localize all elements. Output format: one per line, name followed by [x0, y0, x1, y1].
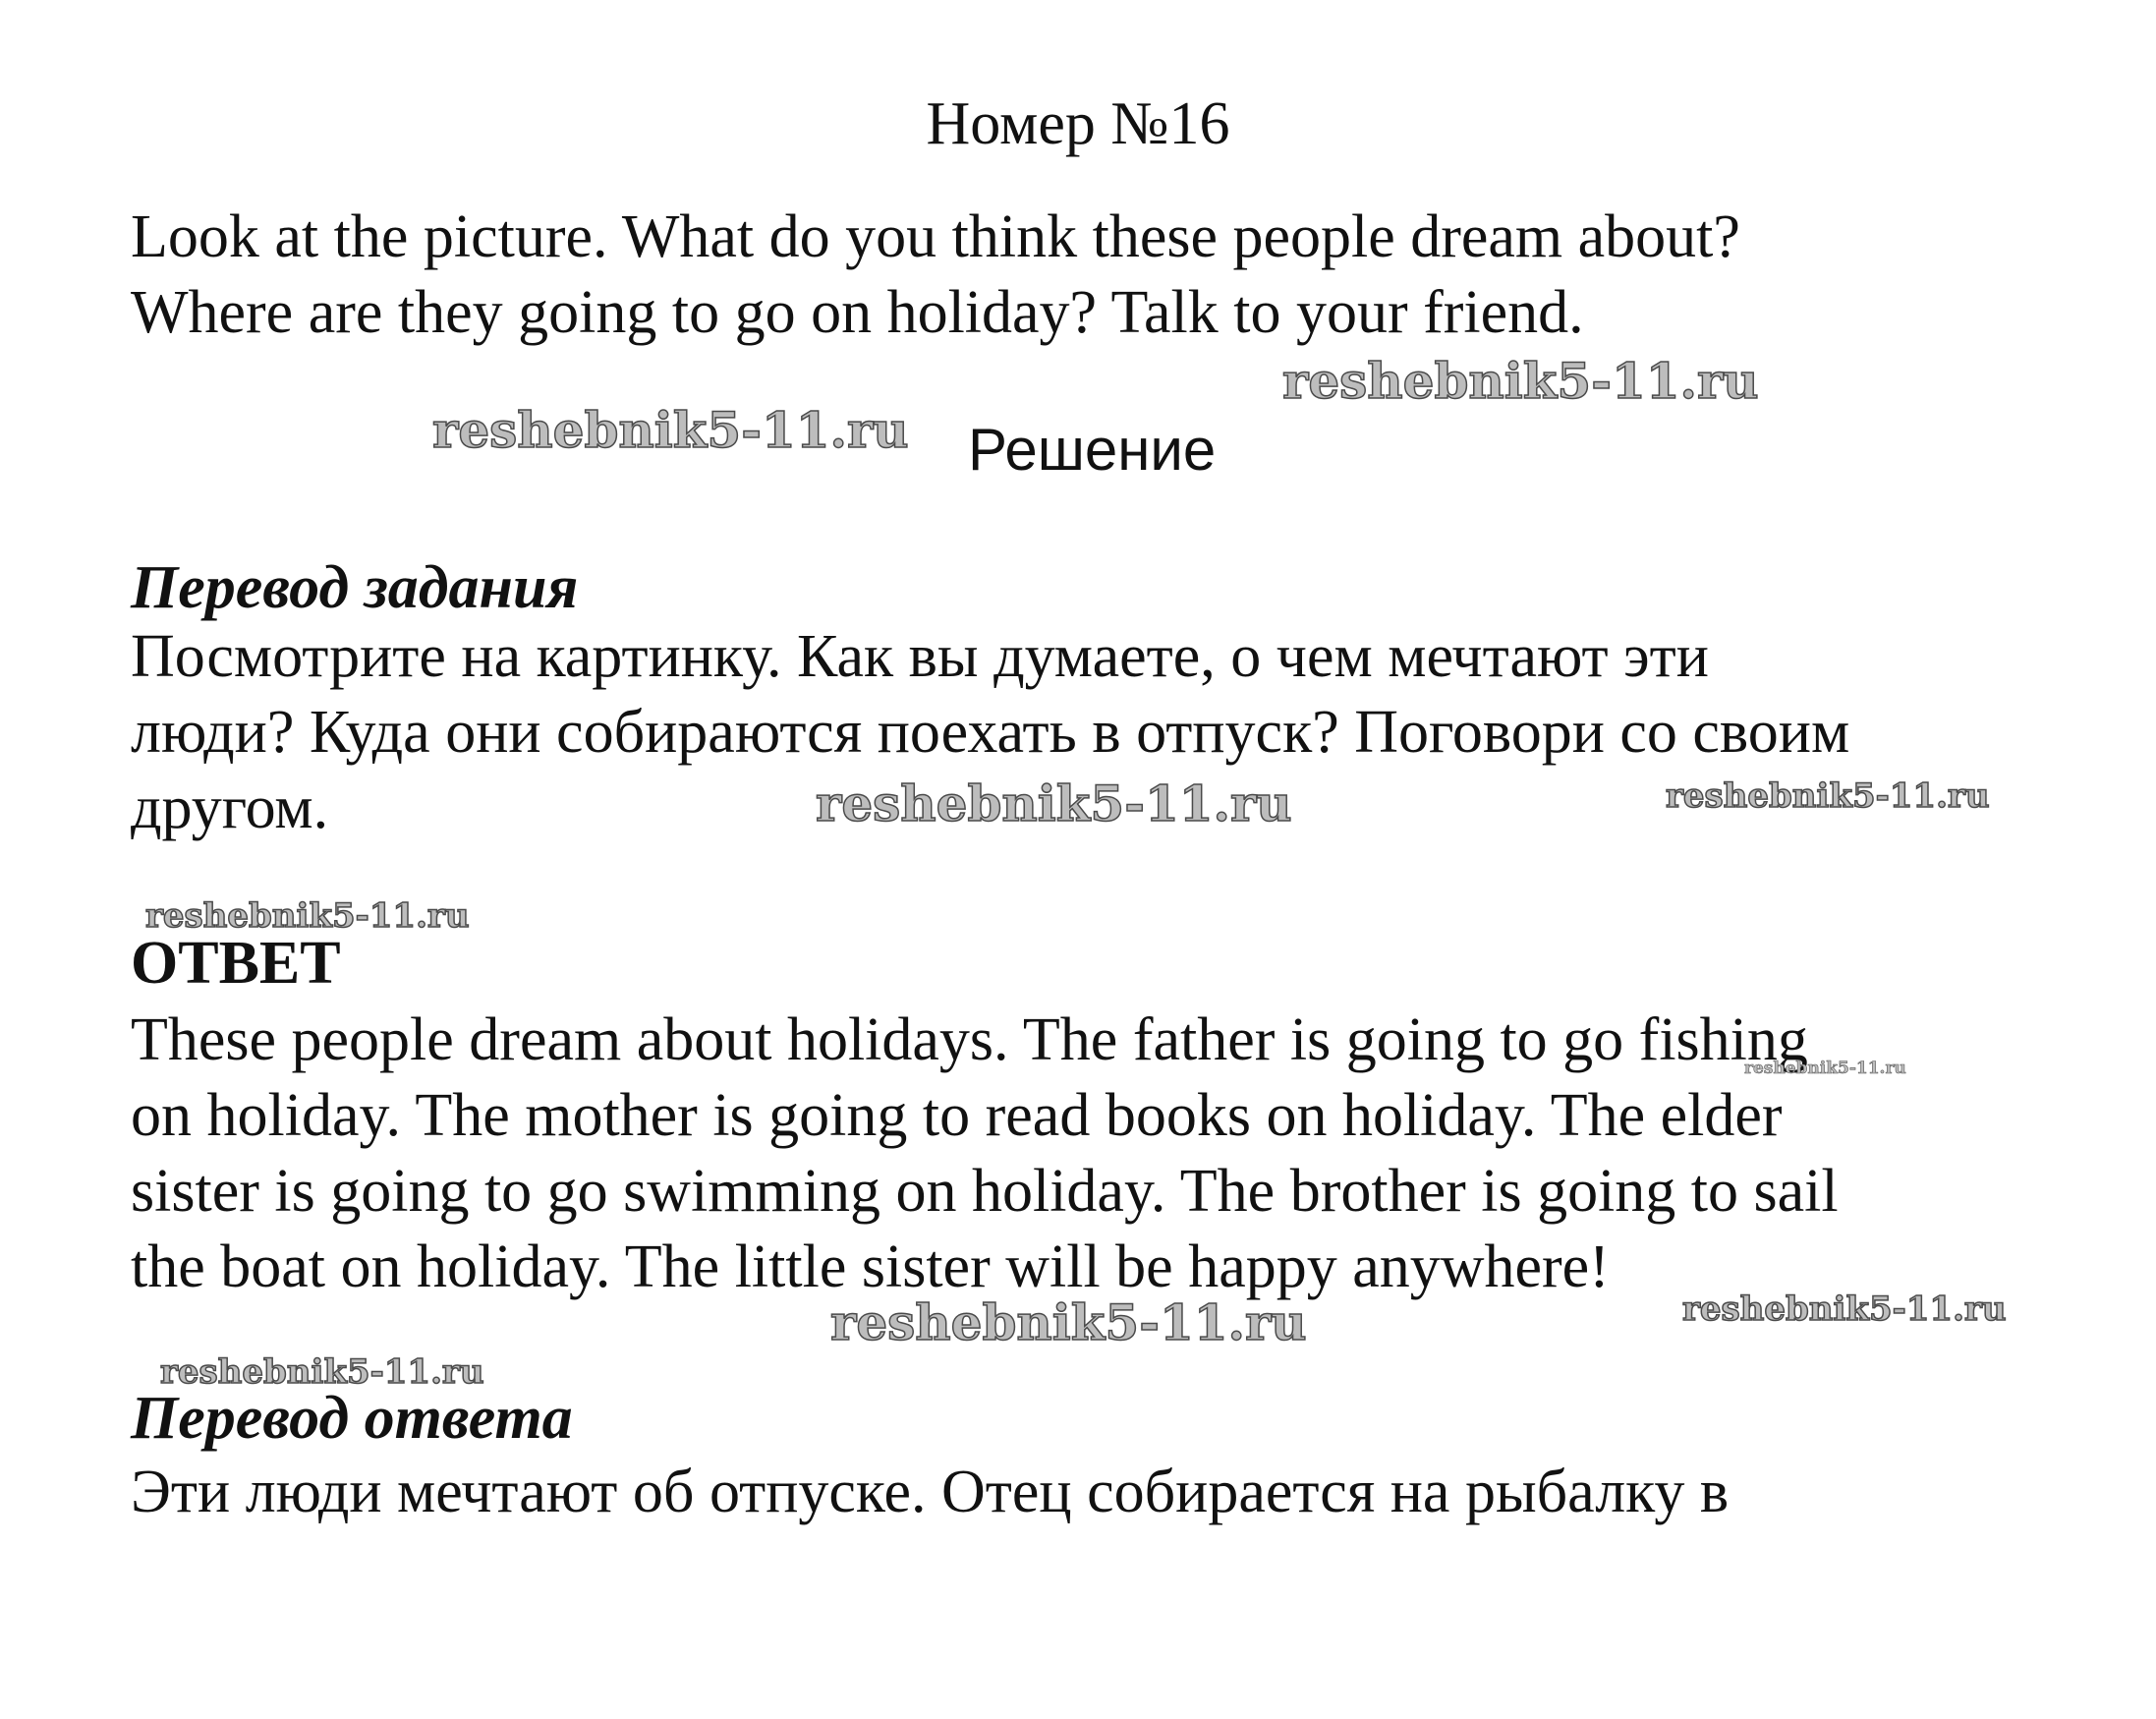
watermark: reshebnik5-11.ru [145, 896, 470, 936]
task-translation-line: другом. [131, 774, 329, 841]
answer-line: These people dream about holidays. The father is going to go fishing [131, 1006, 1808, 1073]
watermark: reshebnik5-11.ru [1744, 1059, 1906, 1078]
watermark: reshebnik5-11.ru [1282, 352, 1759, 410]
task-translation-line: люди? Куда они собираются поехать в отпуск? Поговори со своим [131, 699, 1850, 766]
answer-translation-text [131, 1455, 1729, 1530]
watermark: reshebnik5-11.ru [1682, 1289, 2007, 1329]
watermark: reshebnik5-11.ru [830, 1293, 1307, 1351]
answer-heading: ОТВЕТ [131, 930, 341, 997]
watermark: reshebnik5-11.ru [816, 774, 1292, 832]
answer-line: the boat on holiday. The little sister will be happy anywhere! [131, 1233, 1610, 1300]
solution-label: Решение [968, 417, 1217, 483]
answer-text [131, 1003, 1839, 1305]
page-title: Номер №16 [926, 90, 1230, 157]
task-text [131, 200, 1740, 351]
task-line: Look at the picture. What do you think these people dream about? [131, 203, 1740, 270]
task-translation-heading: Перевод задания [131, 554, 579, 621]
watermark: reshebnik5-11.ru [432, 401, 909, 459]
watermark: reshebnik5-11.ru [1666, 776, 1990, 816]
answer-line: sister is going to go swimming on holiday. The brother is going to sail [131, 1158, 1839, 1225]
watermark: reshebnik5-11.ru [160, 1352, 484, 1392]
answer-translation-heading: Перевод ответа [131, 1385, 573, 1452]
answer-line: on holiday. The mother is going to read books on holiday. The elder [131, 1082, 1783, 1149]
answer-translation-line: Эти люди мечтают об отпуске. Отец собирается на рыбалку в [131, 1459, 1730, 1525]
task-translation-line: Посмотрите на картинку. Как вы думаете, о чем мечтают эти [131, 623, 1709, 690]
task-line: Where are they going to go on holiday? Talk to your friend. [131, 279, 1584, 346]
